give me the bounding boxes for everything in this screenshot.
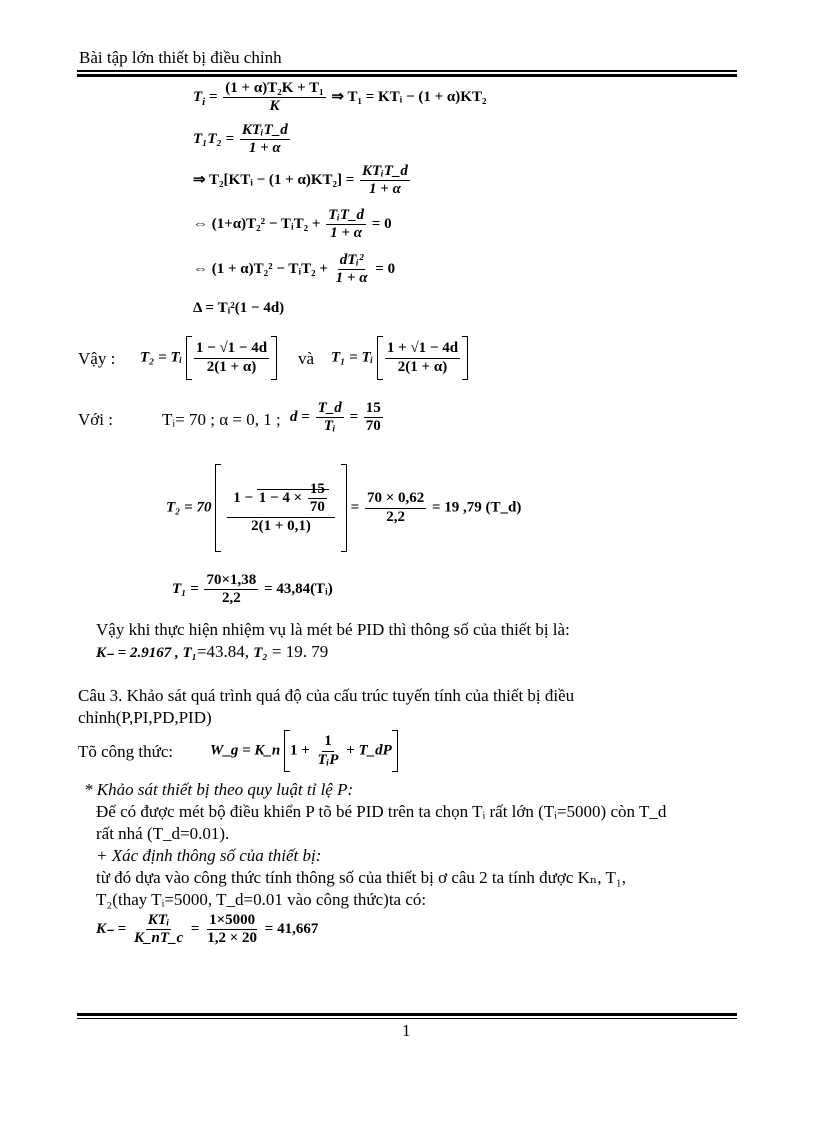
voi-label: Với : [78, 410, 113, 429]
equation-3: ⇒ T₂[KTᵢ − (1 + α)KT₂] = $\frac{\text{KTᵢT\_d}}{1 + \alpha}$ [193, 163, 408, 198]
section-p-line-3: từ đó dựa vào công thức tính thông số của thiết bị ơ câu 2 ta tính được Kₙ, T₁, [96, 868, 627, 887]
transfer-function: W_g = K_n 1 + $\frac{1}{\text{TᵢP}}$ + T_dP [210, 730, 398, 772]
k-calculation: K₋ = $\frac{\text{KTᵢ}}{K\_nT\_c}$ = $\frac{1\times 5000}{1,2 \times 20}$ = 41,667 [96, 912, 319, 947]
t2-calculation: T₂ = 70 1 − 1 − 4 × $\frac{15}{70}$ 2(1 + 0,1) = $\frac{70 \times 0,62}{2,2}$ = 19 ,79 (T_d) [166, 464, 521, 552]
equation-4: ⇔ (1+α)T₂² − TᵢT₂ + $\frac{\text{TᵢT\_d}}{1 + \alpha}$ = 0 [193, 207, 392, 242]
section-p-line-1: Để có được mét bộ điều khiển P tõ bé PID trên ta chọn Tᵢ rất lớn (Tᵢ=5000) còn T_d [96, 802, 667, 821]
footer-rule-thick [77, 1013, 737, 1016]
footer-rule-thin [77, 1018, 737, 1019]
formula-label: Tõ công thức: [78, 742, 174, 761]
va-label: và [298, 349, 315, 368]
section-p-line-4: T₂(thay Tᵢ=5000, T_d=0.01 vào công thức)ta có: [96, 890, 427, 909]
d-formula: d = $\frac{T\_d}{\text{Tᵢ}}$ = $\frac{15}{70}$ [290, 400, 381, 435]
section-p-subheading: + Xác định thông số của thiết bị: [96, 846, 322, 865]
equation-1: $T_i$ = $\frac{\text{(1 + α)T₂K + T₁}}{K}$ ⇒ T₁ = KTᵢ − (1 + α)KT₂ [193, 80, 487, 115]
equation-6: Δ = Tᵢ²(1 − 4d) [193, 300, 285, 316]
conclusion-line-1: Vậy khi thực hiện nhiệm vụ là mét bé PID thì thông số của thiết bị là: [96, 620, 570, 639]
header-rule-thick [77, 74, 737, 77]
cau3-line-1: Câu 3. Khảo sát quá trình quá độ của cấu trúc tuyến tính của thiết bị điều [78, 686, 575, 705]
conclusion-line-2: K₋ = 2.9167 , T₁=43.84, T₂ = 19. 79 [96, 642, 329, 661]
cau3-line-2: chỉnh(P,PI,PD,PID) [78, 708, 212, 727]
vay-label: Vậy : [78, 349, 116, 368]
t1-formula: T₁ = Tᵢ $\frac{1 + √1 - 4d}{2(1 + \alpha)}$ [331, 336, 468, 380]
section-p-line-2: rất nhá (T_d=0.01). [96, 824, 230, 843]
page-number: 1 [402, 1021, 411, 1040]
header-rule-thin [77, 70, 737, 72]
page-header: Bài tập lớn thiết bị điều chỉnh [79, 48, 282, 67]
t1-calculation: T₁ = $\frac{70\times 1,38}{2,2}$ = 43,84(Tᵢ) [172, 572, 333, 607]
given-values: Tᵢ= 70 ; α = 0, 1 ; [162, 410, 281, 429]
t2-formula: T₂ = Tᵢ $\frac{1 - √1 - 4d}{2(1 + \alpha)}$ [140, 336, 277, 380]
section-p-heading: * Khảo sát thiết bị theo quy luật tỉ lệ P: [84, 780, 354, 799]
equation-5: ⇔ (1 + α)T₂² − TᵢT₂ + $\frac{\text{dTᵢ²}}{1 + \alpha}$ = 0 [193, 252, 396, 287]
equation-2: T₁T₂ = $\frac{\text{KTᵢT\_d}}{1 + \alpha}$ [193, 122, 288, 157]
